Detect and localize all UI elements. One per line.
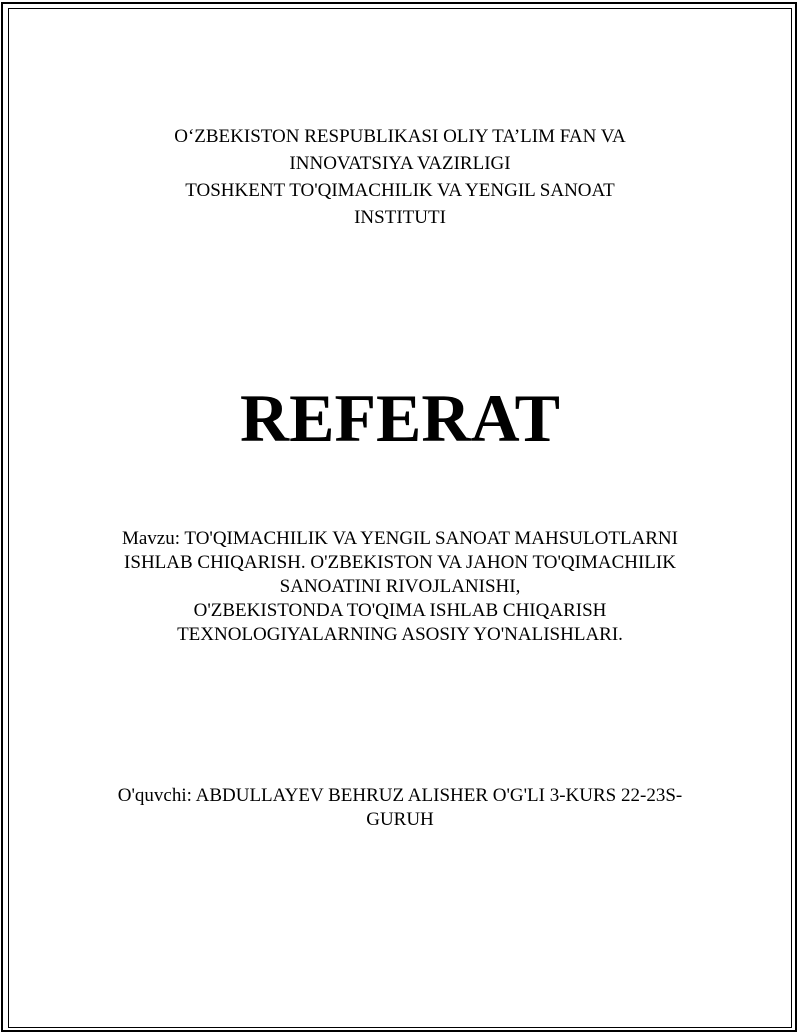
student-line: O'quvchi: ABDULLAYEV BEHRUZ ALISHER O'G'LI 3-KURS 22-23S- <box>117 785 683 806</box>
topic-block <box>0 527 800 647</box>
header-line: TOSHKENT TO'QIMACHILIK VA YENGIL SANOAT <box>185 180 615 201</box>
topic-line: TEXNOLOGIYALARNING ASOSIY YO'NALISHLARI. <box>177 624 623 645</box>
ministry-institute-header <box>0 123 800 231</box>
topic-line: Mavzu: TO'QIMACHILIK VA YENGIL SANOAT MAHSULOTLARNI <box>121 528 678 549</box>
header-line: INSTITUTI <box>354 207 446 228</box>
student-info <box>0 784 800 832</box>
header-line: INNOVATSIYA VAZIRLIGI <box>289 153 511 174</box>
topic-line: SANOATINI RIVOJLANISHI, <box>279 576 521 597</box>
topic-line: O'ZBEKISTONDA TO'QIMA ISHLAB CHIQARISH <box>193 600 607 621</box>
student-line: GURUH <box>366 809 434 830</box>
header-line: O‘ZBEKISTON RESPUBLIKASI OLIY TA’LIM FAN VA <box>174 126 626 147</box>
topic-line: ISHLAB CHIQARISH. O'ZBEKISTON VA JAHON TO'QIMACHILIK <box>124 552 676 573</box>
document-title: REFERAT <box>240 380 560 456</box>
